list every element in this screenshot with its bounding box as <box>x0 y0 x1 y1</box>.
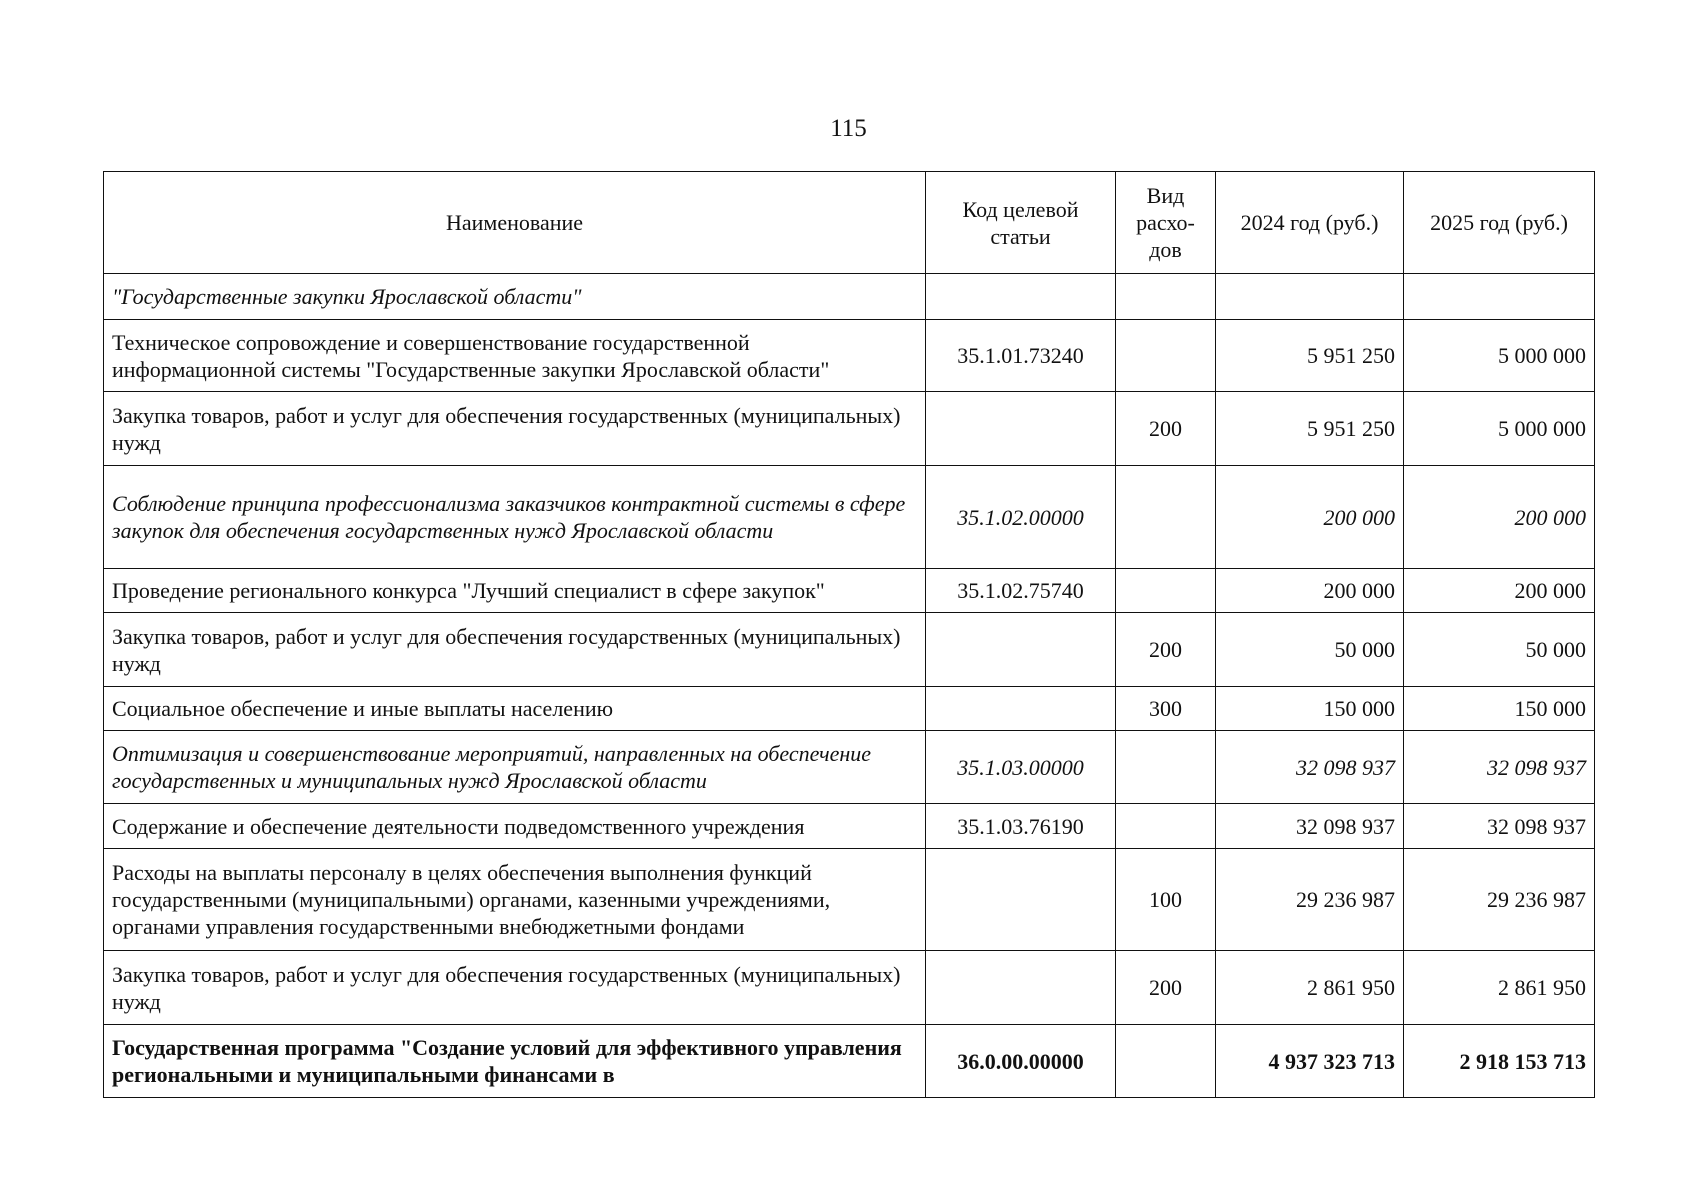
header-2024: 2024 год (руб.) <box>1216 172 1404 274</box>
row-2025: 50 000 <box>1404 613 1595 687</box>
row-type: 300 <box>1116 687 1216 731</box>
row-code: 35.1.01.73240 <box>926 320 1116 392</box>
table-row <box>104 1025 1595 1098</box>
row-code: 35.1.03.76190 <box>926 804 1116 849</box>
row-name: Государственная программа "Создание условий для эффективного управления региональными и муниципальными финансами в <box>104 1025 926 1098</box>
row-code <box>926 613 1116 687</box>
row-2024: 5 951 250 <box>1216 392 1404 466</box>
row-code: 36.0.00.00000 <box>926 1025 1116 1098</box>
row-type <box>1116 569 1216 613</box>
header-2025: 2025 год (руб.) <box>1404 172 1595 274</box>
row-name: Расходы на выплаты персоналу в целях обеспечения выполнения функций государственными (муниципальными) органами, казенными учреждениями, органами управления государственными внебюджетными фондами <box>104 849 926 951</box>
row-code: 35.1.03.00000 <box>926 731 1116 804</box>
row-name: Содержание и обеспечение деятельности подведомственного учреждения <box>104 804 926 849</box>
row-2025: 5 000 000 <box>1404 320 1595 392</box>
row-2025 <box>1404 274 1595 320</box>
row-2025: 200 000 <box>1404 569 1595 613</box>
row-2024: 50 000 <box>1216 613 1404 687</box>
table-row <box>104 569 1595 613</box>
row-name: Соблюдение принципа профессионализма заказчиков контрактной системы в сфере закупок для обеспечения государственных нужд Ярославской области <box>104 466 926 569</box>
row-code <box>926 274 1116 320</box>
row-2025: 150 000 <box>1404 687 1595 731</box>
row-type: 200 <box>1116 392 1216 466</box>
table-row <box>104 392 1595 466</box>
row-code: 35.1.02.00000 <box>926 466 1116 569</box>
table-row <box>104 320 1595 392</box>
row-2024: 29 236 987 <box>1216 849 1404 951</box>
table-row <box>104 731 1595 804</box>
row-type <box>1116 1025 1216 1098</box>
row-type <box>1116 320 1216 392</box>
row-name: Закупка товаров, работ и услуг для обеспечения государственных (муниципальных) нужд <box>104 392 926 466</box>
row-type <box>1116 804 1216 849</box>
row-2024: 32 098 937 <box>1216 804 1404 849</box>
header-code: Код целевой статьи <box>926 172 1116 274</box>
header-name: Наименование <box>104 172 926 274</box>
header-type: Вид расхо-дов <box>1116 172 1216 274</box>
row-type <box>1116 274 1216 320</box>
row-code <box>926 687 1116 731</box>
row-2025: 200 000 <box>1404 466 1595 569</box>
row-name: Техническое сопровождение и совершенствование государственной информационной системы "Государственные закупки Ярославской области" <box>104 320 926 392</box>
row-type: 100 <box>1116 849 1216 951</box>
row-code <box>926 849 1116 951</box>
row-name: Оптимизация и совершенствование мероприятий, направленных на обеспечение государственных и муниципальных нужд Ярославской области <box>104 731 926 804</box>
row-name: Социальное обеспечение и иные выплаты населению <box>104 687 926 731</box>
row-2025: 32 098 937 <box>1404 804 1595 849</box>
row-2025: 2 918 153 713 <box>1404 1025 1595 1098</box>
row-2024: 5 951 250 <box>1216 320 1404 392</box>
table-row <box>104 466 1595 569</box>
row-2025: 5 000 000 <box>1404 392 1595 466</box>
table-row <box>104 804 1595 849</box>
row-2024: 4 937 323 713 <box>1216 1025 1404 1098</box>
row-name: Проведение регионального конкурса "Лучший специалист в сфере закупок" <box>104 569 926 613</box>
row-2025: 2 861 950 <box>1404 951 1595 1025</box>
row-code: 35.1.02.75740 <box>926 569 1116 613</box>
row-type <box>1116 731 1216 804</box>
row-name: Закупка товаров, работ и услуг для обеспечения государственных (муниципальных) нужд <box>104 951 926 1025</box>
row-name: Закупка товаров, работ и услуг для обеспечения государственных (муниципальных) нужд <box>104 613 926 687</box>
row-2024: 32 098 937 <box>1216 731 1404 804</box>
table-header-row <box>104 172 1595 274</box>
row-2025: 29 236 987 <box>1404 849 1595 951</box>
page-number: 115 <box>830 115 867 142</box>
row-type: 200 <box>1116 613 1216 687</box>
row-2024: 200 000 <box>1216 466 1404 569</box>
row-code <box>926 392 1116 466</box>
row-2024 <box>1216 274 1404 320</box>
row-2025: 32 098 937 <box>1404 731 1595 804</box>
table-row <box>104 274 1595 320</box>
table-row <box>104 613 1595 687</box>
row-2024: 200 000 <box>1216 569 1404 613</box>
row-name: "Государственные закупки Ярославской области" <box>104 274 926 320</box>
table-row <box>104 687 1595 731</box>
row-code <box>926 951 1116 1025</box>
table-row <box>104 849 1595 951</box>
budget-table <box>103 171 1595 1098</box>
row-type <box>1116 466 1216 569</box>
row-type: 200 <box>1116 951 1216 1025</box>
row-2024: 150 000 <box>1216 687 1404 731</box>
table-row <box>104 951 1595 1025</box>
row-2024: 2 861 950 <box>1216 951 1404 1025</box>
